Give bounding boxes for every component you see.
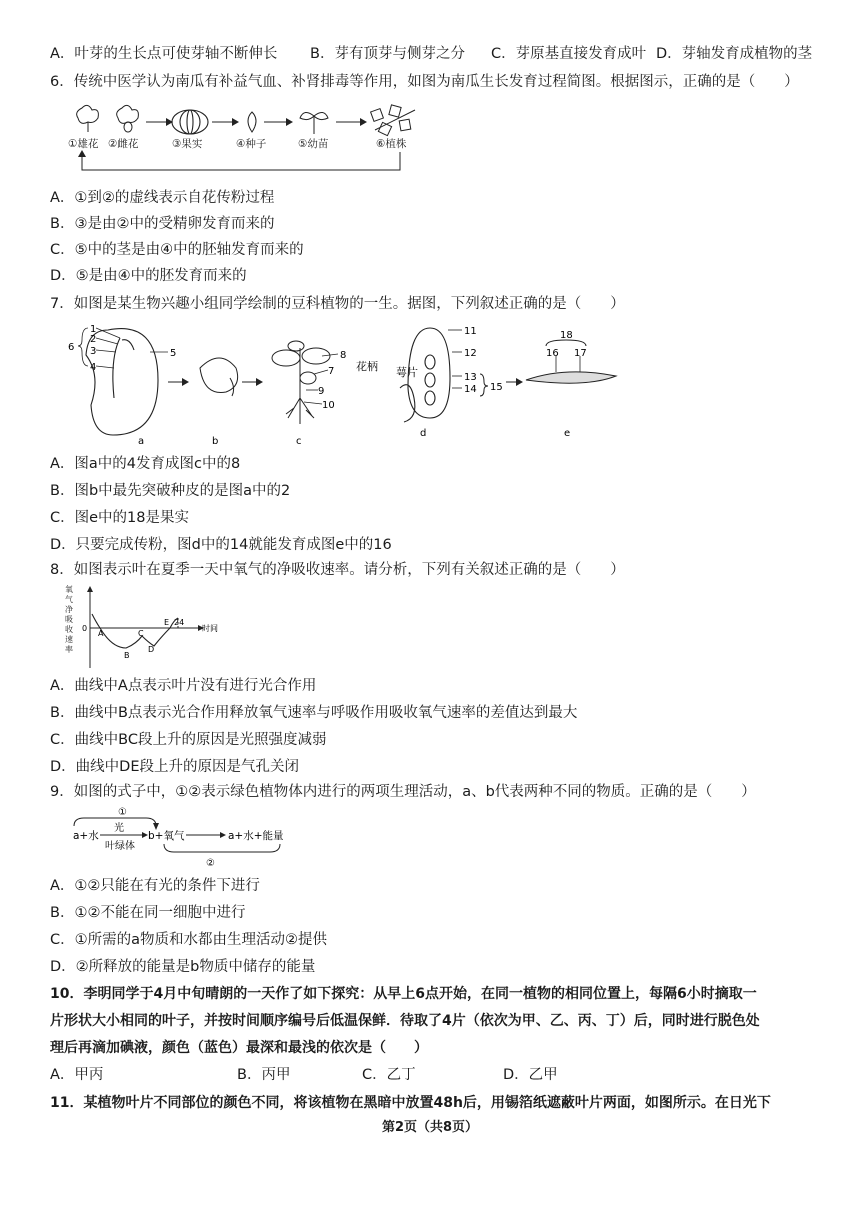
page-footer: 第2页（共8页） — [381, 1120, 479, 1135]
q6-option-c: C．⑤中的茎是由④中的胚轴发育而来的 — [50, 242, 304, 258]
q6-option-b: B．③是由②中的受精卵发育而来的 — [50, 216, 275, 232]
q7-option-b: B．图b中最先突破种皮的是图a中的2 — [50, 483, 291, 499]
label-plant: ⑥植株 — [376, 138, 407, 150]
q9-option-b: B．①②不能在同一细胞中进行 — [50, 905, 246, 921]
label-8: 8 — [340, 350, 347, 361]
q11-stem: 11．某植物叶片不同部位的颜色不同，将该植物在黑暗中放置48h后，用锡箔纸遮蔽叶片两面，如图所示。在日光下 — [50, 1095, 771, 1111]
label-fruit: ③果实 — [172, 138, 203, 150]
q9-equation-figure — [68, 804, 298, 870]
q8-option-b: B．曲线中B点表示光合作用释放氧气速率与呼吸作用吸收氧气速率的差值达到最大 — [50, 705, 578, 721]
label-16: 16 — [546, 348, 559, 359]
label-10: 10 — [322, 400, 335, 411]
plant-icon — [371, 105, 415, 136]
q7-option-a: A．图a中的4发育成图c中的8 — [50, 456, 241, 472]
label-e: e — [564, 428, 571, 439]
q5-option-c: C．芽原基直接发育成叶 — [491, 46, 647, 62]
svg-text:净: 净 — [65, 605, 73, 614]
eq-label-1: ① — [118, 807, 127, 818]
label-male-flower: ①雄花 — [68, 138, 99, 150]
bean-seed-icon — [86, 329, 158, 435]
q10-line-2: 片形状大小相同的叶子，并按时间顺序编号后低温保鲜．待取了4片（依次为甲、乙、丙、丁）后，同时进行脱色处 — [50, 1013, 760, 1029]
label-5: 5 — [170, 348, 177, 359]
q6-pumpkin-figure — [60, 100, 430, 180]
point-a: A — [98, 629, 104, 638]
q6-stem: 6．传统中医学认为南瓜有补益气血、补肾排毒等作用，如图为南瓜生长发育过程简图。根据图示，正确的是（ ） — [50, 74, 799, 90]
eq-left: a+水 — [73, 830, 99, 842]
label-2: 2 — [90, 334, 97, 345]
label-14: 14 — [464, 384, 477, 395]
point-e: E — [164, 618, 170, 627]
label-d: d — [420, 428, 427, 439]
q10-line-3: 理后再滴加碘液，颜色（蓝色）最深和最浅的依次是（ ） — [50, 1040, 428, 1056]
q10-option-a: A．甲丙 — [50, 1067, 104, 1083]
label-sepal: 萼片 — [396, 366, 418, 379]
q10-option-c: C．乙丁 — [362, 1067, 416, 1083]
label-4: 4 — [90, 362, 97, 373]
eq-label-2: ② — [206, 858, 215, 869]
label-9: 9 — [318, 386, 325, 397]
q7-stem: 7．如图是某生物兴趣小组同学绘制的豆科植物的一生。据图，下列叙述正确的是（ ） — [50, 296, 625, 312]
label-seedling: ⑤幼苗 — [298, 138, 329, 150]
q10-option-d: D．乙甲 — [503, 1067, 558, 1083]
label-17: 17 — [574, 348, 587, 359]
eq-mid: b+氧气 — [148, 830, 185, 842]
svg-text:气: 气 — [65, 595, 73, 604]
q5-option-b: B．芽有顶芽与侧芽之分 — [310, 46, 465, 62]
q7-option-d: D．只要完成传粉，图d中的14就能发育成图e中的16 — [50, 537, 392, 553]
germinating-seed-icon — [200, 358, 238, 396]
x-axis-label: 时间 — [202, 624, 218, 633]
seed-icon — [248, 112, 256, 132]
label-a: a — [138, 436, 145, 447]
label-3: 3 — [90, 346, 97, 357]
q10-option-b: B．丙甲 — [237, 1067, 291, 1083]
q5-option-d: D．芽轴发育成植物的茎 — [656, 46, 813, 62]
q5-option-a: A．叶芽的生长点可使芽轴不断伸长 — [50, 46, 278, 62]
label-seed: ④种子 — [236, 138, 267, 150]
eq-light: 光 — [114, 823, 124, 834]
q7-option-c: C．图e中的18是果实 — [50, 510, 189, 526]
point-c: C — [138, 629, 144, 638]
tick-24: 24 — [174, 618, 185, 627]
label-15: 15 — [490, 382, 503, 393]
tick-zero: 0 — [82, 624, 88, 633]
svg-text:吸: 吸 — [65, 615, 73, 624]
svg-text:率: 率 — [65, 645, 73, 654]
svg-text:氧: 氧 — [65, 585, 73, 594]
y-axis-label — [65, 584, 73, 654]
label-7: 7 — [328, 366, 335, 377]
q7-legume-figure — [60, 318, 620, 448]
svg-text:收: 收 — [65, 625, 73, 634]
male-flower-icon — [77, 105, 99, 132]
label-b: b — [212, 436, 219, 447]
label-18: 18 — [560, 330, 573, 341]
svg-text:速: 速 — [65, 635, 73, 644]
q8-oxygen-chart — [62, 584, 232, 674]
q8-option-a: A．曲线中A点表示叶片没有进行光合作用 — [50, 678, 317, 694]
q9-option-d: D．②所释放的能量是b物质中储存的能量 — [50, 959, 316, 975]
label-flower-stalk: 花柄 — [356, 360, 378, 373]
eq-chloroplast: 叶绿体 — [105, 841, 135, 852]
label-12: 12 — [464, 348, 477, 359]
seedling-icon — [300, 112, 328, 134]
q8-option-d: D．曲线中DE段上升的原因是气孔关闭 — [50, 759, 299, 775]
label-6: 6 — [68, 342, 75, 353]
q10-line-1: 10．李明同学于4月中旬晴朗的一天作了如下探究：从早上6点开始，在同一植物的相同位置上，每隔6小时摘取一 — [50, 986, 757, 1002]
label-11: 11 — [464, 326, 477, 337]
label-1: 1 — [90, 324, 97, 335]
label-13: 13 — [464, 372, 477, 383]
eq-right: a+水+能量 — [228, 830, 284, 842]
label-female-flower: ②雌花 — [108, 138, 139, 150]
point-b: B — [124, 651, 130, 660]
q6-option-d: D．⑤是由④中的胚发育而来的 — [50, 268, 247, 284]
q8-option-c: C．曲线中BC段上升的原因是光照强度减弱 — [50, 732, 327, 748]
female-flower-icon — [117, 105, 139, 132]
label-c: c — [296, 436, 302, 447]
q9-option-c: C．①所需的a物质和水都由生理活动②提供 — [50, 932, 328, 948]
bean-seedling-icon — [272, 341, 330, 424]
q8-stem: 8．如图表示叶在夏季一天中氧气的净吸收速率。请分析，下列有关叙述正确的是（ ） — [50, 562, 625, 578]
bean-pod-icon — [526, 372, 616, 383]
pumpkin-icon — [172, 110, 208, 134]
q6-option-a: A．①到②的虚线表示自花传粉过程 — [50, 190, 275, 206]
q9-stem: 9．如图的式子中，①②表示绿色植物体内进行的两项生理活动，a、b代表两种不同的物质。正确的是（ ） — [50, 784, 756, 800]
point-d: D — [148, 645, 155, 654]
q9-option-a: A．①②只能在有光的条件下进行 — [50, 878, 260, 894]
